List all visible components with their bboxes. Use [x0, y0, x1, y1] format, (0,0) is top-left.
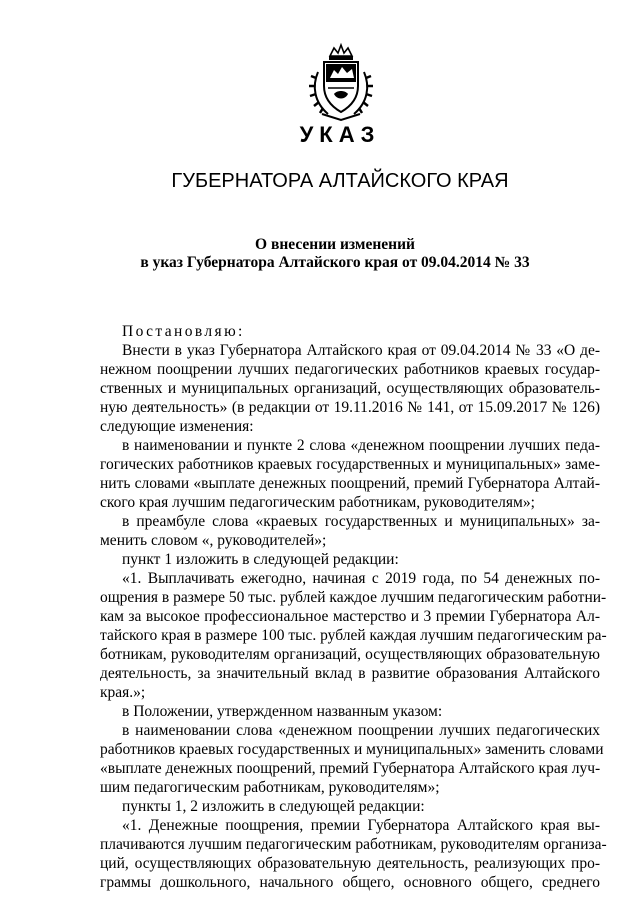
body-line: ботникам, руководителям организаций, осуществляющих образовательную — [100, 646, 600, 663]
body-line: края.»; — [100, 684, 146, 701]
document-heading-line-2: в указ Губернатора Алтайского края от 09.04.2014 № 33 — [140, 254, 530, 271]
body-line: работников краевых государственных и муниципальных» заменить словами — [100, 741, 604, 758]
body-line: пункт 1 изложить в следующей редакции: — [122, 551, 399, 568]
decree-word: Постановляю: — [122, 323, 245, 340]
body-line: граммы дошкольного, начального общего, основного общего, среднего — [100, 874, 600, 891]
body-line: следующие изменения: — [100, 418, 254, 435]
body-line: шим педагогическим работникам, руководителям»; — [100, 779, 440, 796]
body-line: менить словом «, руководителей»; — [100, 532, 327, 549]
document-title: УКАЗ — [299, 122, 381, 147]
body-line: ций, осуществляющих образовательную деятельность, реализующих про- — [100, 855, 600, 872]
body-line: ского края лучшим педагогическим работникам, руководителям»; — [100, 494, 535, 511]
body-line: в наименовании слова «денежном поощрении лучших педагогических — [122, 722, 600, 739]
body-line: деятельность, за значительный вклад в развитие образования Алтайского — [100, 665, 600, 682]
body-line: «выплате денежных поощрений, премий Губернатора Алтайского края луч- — [100, 760, 601, 777]
body-line: ощрения в размере 50 тыс. рублей каждое лучшим педагогическим работни- — [100, 589, 607, 606]
body-line: ную деятельность» (в редакции от 19.11.2016 № 141, от 15.09.2017 № 126) — [100, 399, 600, 416]
body-line: Внести в указ Губернатора Алтайского края от 09.04.2014 № 33 «О де- — [122, 342, 600, 359]
body-line: нежном поощрении лучших педагогических работников краевых государ- — [100, 361, 600, 378]
body-line: тайского края в размере 100 тыс. рублей каждая лучшим педагогическим ра- — [100, 627, 607, 644]
body-line: «1. Денежные поощрения, премии Губернатора Алтайского края вы- — [122, 817, 600, 834]
body-line: в Положении, утвержденном названным указом: — [122, 703, 443, 720]
body-line: «1. Выплачивать ежегодно, начиная с 2019 года, по 54 денежных по- — [122, 570, 600, 587]
body-line: в преамбуле слова «краевых государственных и муниципальных» за- — [122, 513, 600, 530]
coat-of-arms-icon — [304, 42, 378, 124]
body-line: гогических работников краевых государственных и муниципальных» заме- — [100, 456, 600, 473]
body-line: в наименовании и пункте 2 слова «денежном поощрении лучших педа- — [122, 437, 600, 454]
body-line: нить словами «выплате денежных поощрений, премий Губернатора Алтай- — [100, 475, 600, 492]
body-line: плачиваются лучшим педагогическим работникам, руководителям организа- — [100, 836, 607, 853]
body-line: кам за высокое профессиональное мастерство и 3 премии Губернатора Ал- — [100, 608, 600, 625]
body-line: пункты 1, 2 изложить в следующей редакции: — [122, 798, 425, 815]
body-line: ственных и муниципальных организаций, осуществляющих образователь- — [100, 380, 600, 397]
document-heading-line-1: О внесении изменений — [255, 236, 415, 253]
issuer-subtitle: ГУБЕРНАТОРА АЛТАЙСКОГО КРАЯ — [171, 170, 509, 192]
